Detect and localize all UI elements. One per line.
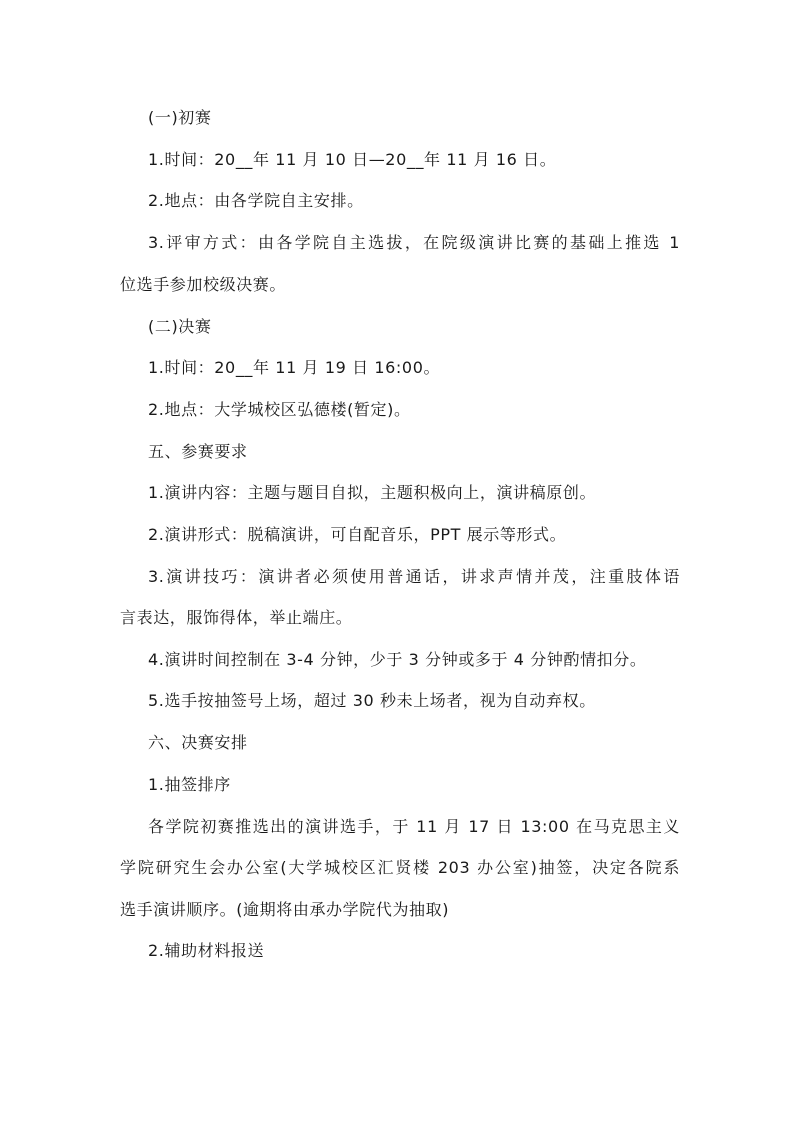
requirement-content: 1.演讲内容：主题与题目自拟，主题积极向上，演讲稿原创。: [148, 483, 597, 502]
final-location: 2.地点：大学城校区弘德楼(暂定)。: [148, 400, 411, 419]
preliminary-location: 2.地点：由各学院自主安排。: [148, 191, 364, 210]
preliminary-time: 1.时间：20__年 11 月 10 日—20__年 11 月 16 日。: [148, 150, 557, 169]
subheading-draw-order: 1.抽签排序: [148, 775, 231, 794]
draw-order-line-2: 学院研究生会办公室(大学城校区汇贤楼 203 办公室)抽签，决定各院系: [120, 858, 680, 877]
preliminary-judging-line-1: 3.评审方式：由各学院自主选拔，在院级演讲比赛的基础上推选 1: [148, 233, 680, 252]
section-heading-final: (二)决赛: [148, 317, 212, 336]
requirement-skills-line-2: 言表达，服饰得体，举止端庄。: [120, 608, 353, 627]
requirement-skills-line-1: 3.演讲技巧：演讲者必须使用普通话，讲求声情并茂，注重肢体语: [148, 567, 680, 586]
draw-order-line-3: 选手演讲顺序。(逾期将由承办学院代为抽取): [120, 900, 450, 919]
draw-order-line-1: 各学院初赛推选出的演讲选手，于 11 月 17 日 13:00 在马克思主义: [148, 817, 680, 836]
requirement-time-control: 4.演讲时间控制在 3-4 分钟，少于 3 分钟或多于 4 分钟酌情扣分。: [148, 650, 647, 669]
section-heading-preliminary: (一)初赛: [148, 108, 212, 127]
heading-requirements: 五、参赛要求: [148, 442, 248, 461]
subheading-materials: 2.辅助材料报送: [148, 941, 265, 960]
final-time: 1.时间：20__年 11 月 19 日 16:00。: [148, 358, 441, 377]
heading-final-arrangement: 六、决赛安排: [148, 733, 248, 752]
preliminary-judging-line-2: 位选手参加校级决赛。: [120, 275, 287, 294]
requirement-order: 5.选手按抽签号上场，超过 30 秒未上场者，视为自动弃权。: [148, 691, 596, 710]
requirement-form: 2.演讲形式：脱稿演讲，可自配音乐，PPT 展示等形式。: [148, 525, 567, 544]
